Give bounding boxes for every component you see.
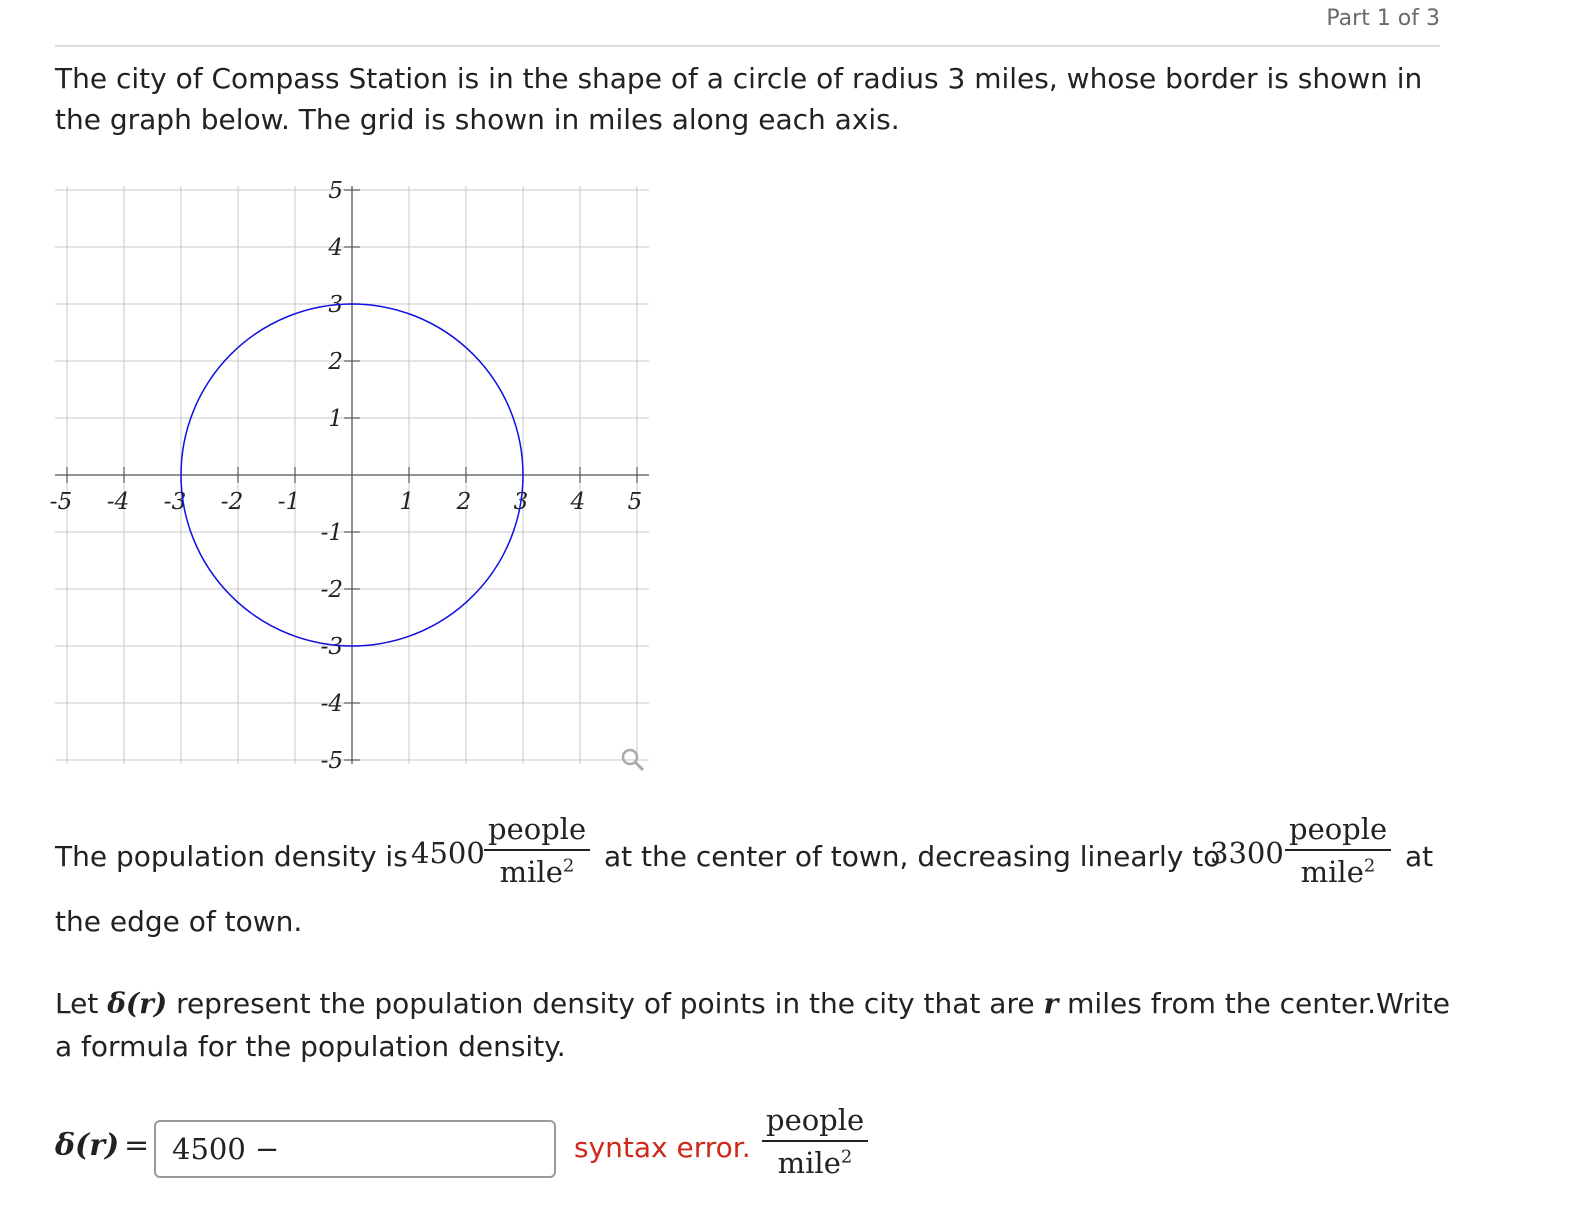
density-prefix: The population density is — [55, 840, 408, 873]
delta-r-symbol: δ(r) — [107, 987, 168, 1020]
density-formula-value: 4500 − — [172, 1132, 280, 1166]
unit-exponent: 2 — [840, 1146, 853, 1168]
answer-unit-people-per-mile2 — [762, 1103, 868, 1180]
y-tick-label: -3 — [320, 634, 343, 660]
unit-denominator: mile — [777, 1146, 841, 1180]
y-tick-label: 5 — [328, 178, 343, 204]
density-suffix: at — [1405, 840, 1434, 873]
y-tick-label: -4 — [320, 691, 343, 717]
question-line-2: a formula for the population density. — [55, 1030, 566, 1063]
y-tick-label: -1 — [320, 520, 343, 546]
y-tick-label: -2 — [320, 577, 343, 603]
city-graph[interactable] — [40, 175, 660, 785]
unit-exponent: 2 — [1363, 855, 1376, 877]
intro-text — [55, 58, 1440, 140]
x-tick-label: 5 — [627, 489, 643, 515]
graph-tick-labels — [50, 178, 643, 774]
density-middle: at the center of town, decreasing linearly to — [604, 840, 1221, 873]
edge-density-value: 3300 — [1210, 836, 1284, 870]
y-tick-label: 4 — [328, 235, 343, 261]
unit-denominator: mile — [1300, 855, 1364, 889]
y-tick-label: 3 — [328, 292, 343, 318]
unit-exponent: 2 — [562, 855, 575, 877]
x-tick-label: -2 — [220, 489, 244, 515]
unit-numerator: people — [1289, 812, 1388, 846]
center-density-value: 4500 — [411, 836, 485, 870]
question-part-1: represent the population density of points in the city that are — [176, 987, 1035, 1020]
syntax-error-message: syntax error. — [574, 1131, 751, 1164]
x-tick-label: -4 — [106, 489, 130, 515]
header-divider — [55, 45, 1440, 47]
unit-numerator: people — [488, 812, 587, 846]
graph-axes — [55, 186, 649, 764]
part-indicator: Part 1 of 3 — [1326, 6, 1440, 31]
x-tick-label: -5 — [49, 489, 73, 515]
unit-people-per-mile2-1 — [484, 812, 590, 889]
answer-label: δ(r) — [55, 1128, 120, 1163]
unit-denominator: mile — [499, 855, 563, 889]
y-tick-label: 1 — [328, 406, 343, 432]
x-tick-label: -1 — [277, 489, 301, 515]
x-tick-label: 4 — [570, 489, 586, 515]
question-part-2: miles from the center.Write — [1067, 987, 1450, 1020]
intro-line-2: the graph below. The grid is shown in miles along each axis. — [55, 103, 900, 136]
x-tick-label: 2 — [456, 489, 472, 515]
density-formula-input[interactable] — [154, 1120, 556, 1178]
x-tick-label: 3 — [513, 489, 529, 515]
unit-numerator: people — [766, 1103, 865, 1137]
intro-line-1: The city of Compass Station is in the shape of a circle of radius 3 miles, whose border is shown in — [55, 62, 1423, 95]
question-let: Let — [55, 987, 99, 1020]
y-tick-label: 2 — [328, 349, 343, 375]
x-tick-label: -3 — [163, 489, 187, 515]
answer-equals: = — [124, 1128, 150, 1163]
question-line-1 — [55, 983, 1450, 1024]
unit-people-per-mile2-2 — [1285, 812, 1391, 889]
r-symbol: r — [1043, 987, 1059, 1020]
x-tick-label: 1 — [399, 489, 415, 515]
density-line-2: the edge of town. — [55, 905, 303, 938]
y-tick-label: -5 — [320, 748, 343, 774]
